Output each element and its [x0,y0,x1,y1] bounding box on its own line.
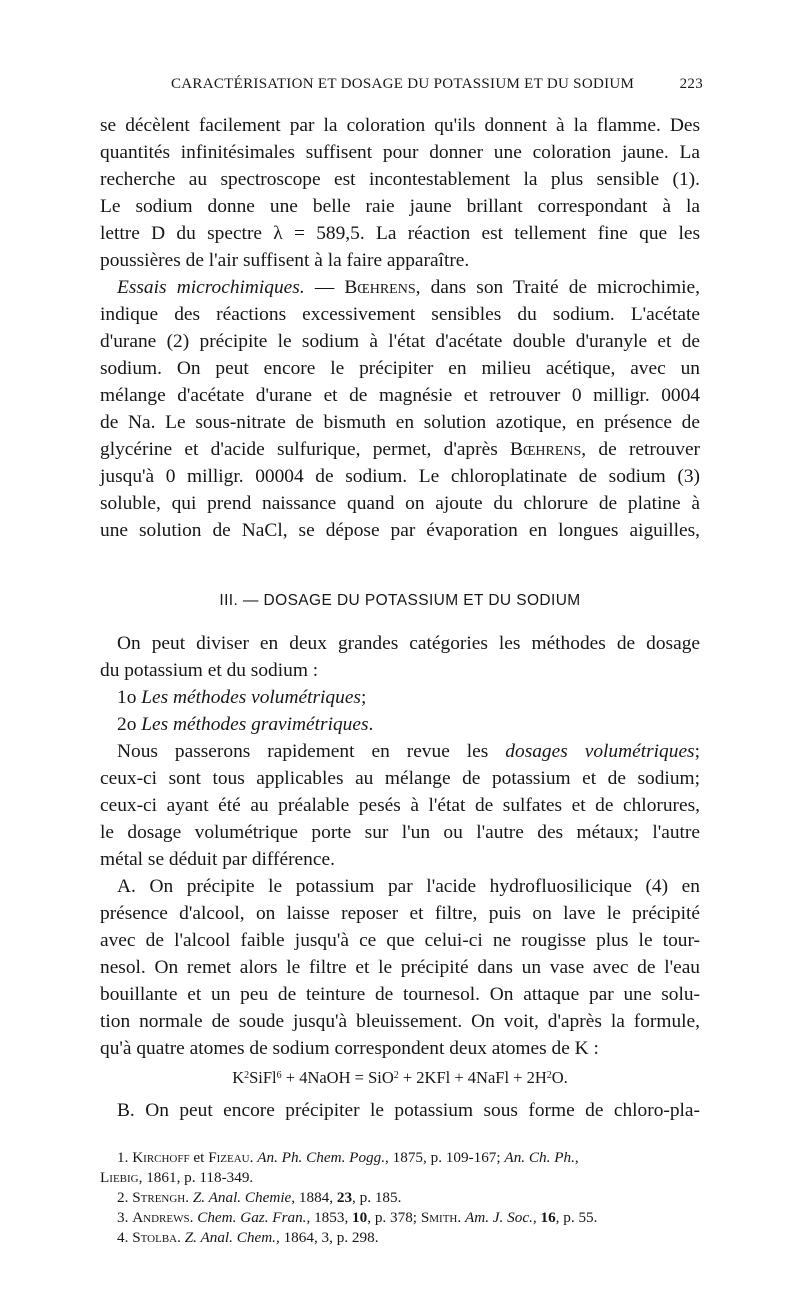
footnote-ref: (3) [677,466,700,487]
text-line: lettre D du spectre λ = 589,5. La réaction est tellement fine que les [100,223,700,244]
author-name: Bœhrens [344,277,416,298]
footnote-4: 4. Stolba. Z. Anal. Chem., 1864, 3, p. 298. [117,1229,379,1246]
text-line: glycérine et d'acide sulfurique, permet, d'après Bœhrens, de retrouver [100,439,701,460]
text-line: Le sodium donne une belle raie jaune brillant correspondant à la [100,196,700,217]
running-header [115,76,703,98]
text-line: Essais microchimiques. — Bœhrens, dans son Traité de microchimie, [117,277,700,298]
text-line: se décèlent facilement par la coloration qu'ils donnent à la flamme. Des [100,115,700,136]
text-line: le dosage volumétrique porte sur l'un ou l'autre des métaux; l'autre [100,822,700,843]
text-line: ceux-ci sont tous applicables au mélange de potassium et de sodium; [100,768,700,789]
footnote-ref: (2) [166,331,190,352]
list-item: 1o Les méthodes volumétriques; [117,687,367,708]
text-line: quantités infinitésimales suffisent pour donner une coloration jaune. La [100,142,700,163]
text-line: tion normale de soude jusqu'à bleuissement. On voit, d'après la formule, [100,1011,700,1032]
footnote-ref: (1) [672,169,696,190]
page-number: 223 [679,76,703,92]
text-line: d'urane (2) précipite le sodium à l'état d'acétate double d'uranyle et de [100,331,700,352]
text-line: jusqu'à 0 milligr. 00004 de sodium. Le chloroplatinate de sodium (3) [100,466,700,487]
text-line: ceux-ci ayant été au préalable pesés à l'état de sulfates et de chlorures, [100,795,700,816]
text-line: mélange d'acétate d'urane et de magnésie et retrouver 0 milligr. 0004 [100,385,700,406]
text-line: nesol. On remet alors le filtre et le précipité dans un vase avec de l'eau [100,957,700,978]
footnote-2: 2. Strengh. Z. Anal. Chemie, 1884, 23, p. 185. [117,1189,402,1206]
text-line: Nous passerons rapidement en revue les dosages volumétriques; [117,741,700,762]
footnote-ref: (4) [645,876,669,897]
footnote-1: 1. Kirchoff et Fizeau. An. Ph. Chem. Pogg., 1875, p. 109-167; An. Ch. Ph., [117,1149,579,1166]
section-heading: III. — DOSAGE DU POTASSIUM ET DU SODIUM [219,592,581,609]
text-line: recherche au spectroscope est incontestablement la plus sensible (1). [100,169,700,190]
running-title: CARACTÉRISATION ET DOSAGE DU POTASSIUM ET DU SODIUM [171,76,635,92]
text-line: de Na. Le sous-nitrate de bismuth en solution azotique, en présence de [100,412,700,433]
footnote-3: 3. Andrews. Chem. Gaz. Fran., 1853, 10, p. 378; Smith. Am. J. Soc., 16, p. 55. [117,1209,598,1226]
text-line: avec de l'alcool faible jusqu'à ce que celui-ci ne rougisse plus le tour- [100,930,700,951]
text-line: du potassium et du sodium : [100,660,319,681]
text-line: A. On précipite le potassium par l'acide hydrofluosilicique (4) en [117,876,700,897]
text-line: poussières de l'air suffisent à la faire apparaître. [100,250,470,271]
text-line: une solution de NaCl, se dépose par évaporation en longues aiguilles, [100,520,700,541]
text-line: bouillante et un peu de teinture de tournesol. On attaque par une solu- [100,984,700,1005]
text-line: soluble, qui prend naissance quand on ajoute du chlorure de platine à [100,493,700,514]
text-line: qu'à quatre atomes de sodium correspondent deux atomes de K : [100,1038,599,1059]
text-line: métal se déduit par différence. [100,849,335,870]
chemical-equation: $K^2SiFl^6$ + 4NaOH = SiO$^2$ + 2KFl + 4NaFl + $2H^2O$. [232,1068,568,1087]
text-line: présence d'alcool, on laisse reposer et filtre, puis on lave le précipité [100,903,700,924]
text-line: indique des réactions excessivement sensibles du sodium. L'acétate [100,304,700,325]
author-name: Bœhrens [510,439,582,460]
text-line: On peut diviser en deux grandes catégories les méthodes de dosage [117,633,700,654]
footnote-1-cont: Liebig, 1861, p. 118-349. [100,1169,254,1186]
list-item: 2o Les méthodes gravimétriques. [117,714,374,735]
text-line: B. On peut encore précipiter le potassium sous forme de chloro-pla- [117,1100,700,1121]
text-line: sodium. On peut encore le précipiter en milieu acétique, avec un [100,358,700,379]
